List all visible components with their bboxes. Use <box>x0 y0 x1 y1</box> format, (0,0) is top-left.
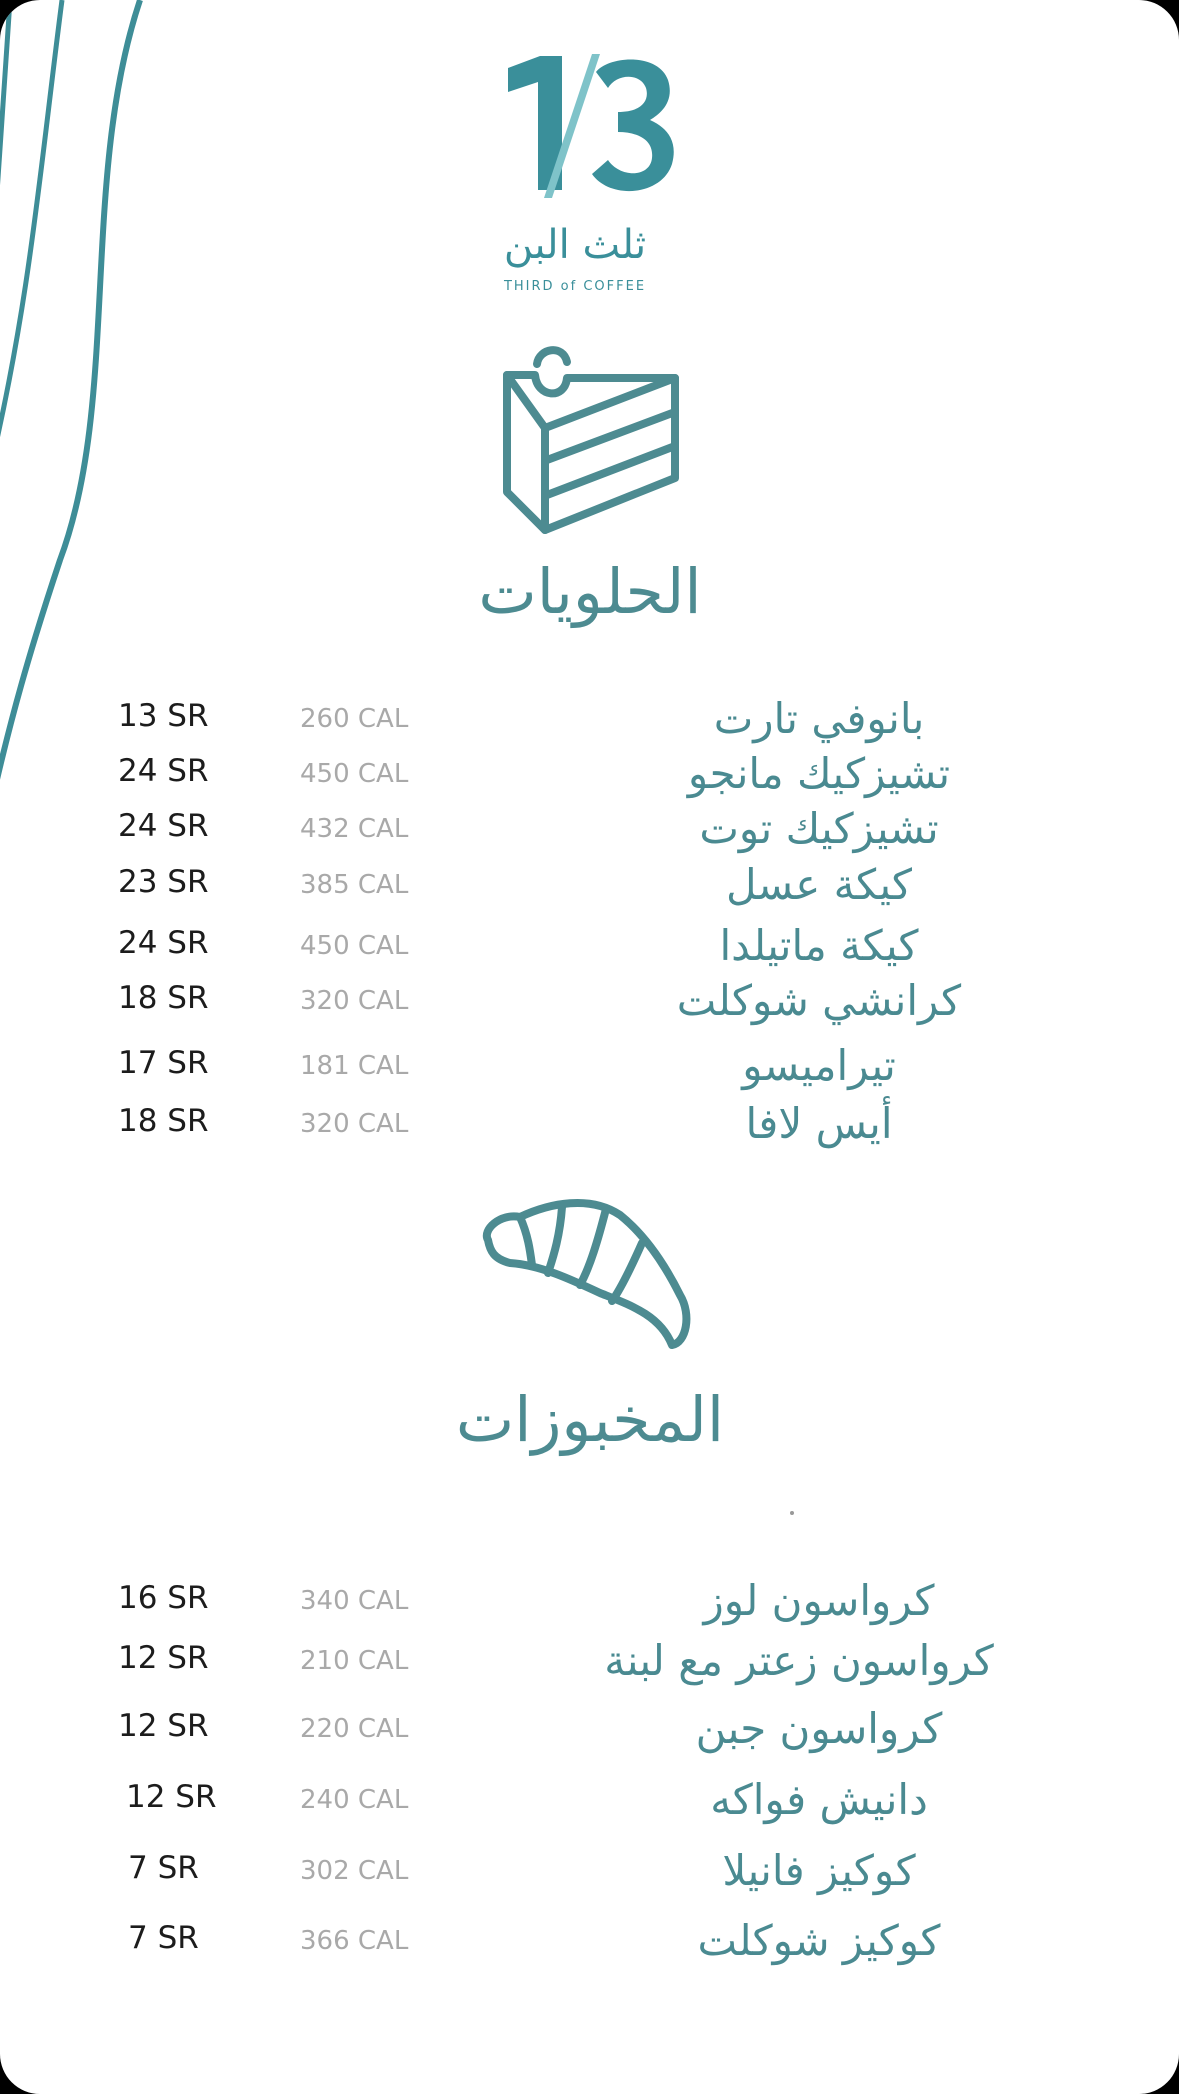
item-price: 24 SR <box>118 808 209 844</box>
list-item <box>0 694 1179 748</box>
item-calories: 320 CAL <box>300 986 409 1016</box>
item-price: 12 SR <box>126 1779 217 1815</box>
croissant-icon <box>480 1195 695 1355</box>
brand-name-arabic: ثلث البن <box>503 222 647 268</box>
item-name: كرانشي شوكلت <box>676 976 962 1025</box>
item-name: كيكة عسل <box>725 860 913 909</box>
item-price: 12 SR <box>118 1640 209 1676</box>
item-calories: 240 CAL <box>300 1785 409 1815</box>
list-item <box>0 860 1179 914</box>
section-title-desserts: الحلويات <box>478 555 702 628</box>
list-item <box>0 1041 1179 1095</box>
section-title-bakery: المخبوزات <box>455 1383 725 1456</box>
item-calories: 320 CAL <box>300 1109 409 1139</box>
item-calories: 210 CAL <box>300 1646 409 1676</box>
list-item <box>0 1846 1179 1900</box>
item-calories: 220 CAL <box>300 1714 409 1744</box>
item-name: أيس لافا <box>745 1099 893 1148</box>
brand-name-english: THIRD of COFFEE <box>503 279 647 294</box>
item-calories: 432 CAL <box>300 814 409 844</box>
item-name: كوكيز شوكلت <box>697 1916 941 1965</box>
list-item <box>0 976 1179 1030</box>
logo-mark <box>500 50 680 200</box>
item-calories: 450 CAL <box>300 931 409 961</box>
item-calories: 181 CAL <box>300 1051 409 1081</box>
item-price: 7 SR <box>128 1920 199 1956</box>
item-name: تيراميسو <box>742 1041 896 1090</box>
item-calories: 385 CAL <box>300 870 409 900</box>
list-item <box>0 749 1179 803</box>
list-item <box>0 1916 1179 1970</box>
item-name: تشيزكيك مانجو <box>687 749 951 798</box>
item-price: 17 SR <box>118 1045 209 1081</box>
item-calories: 340 CAL <box>300 1586 409 1616</box>
item-price: 24 SR <box>118 925 209 961</box>
item-name: كرواسون زعتر مع لبنة <box>604 1636 994 1685</box>
item-price: 16 SR <box>118 1580 209 1616</box>
item-name: كوكيز فانيلا <box>722 1846 916 1895</box>
item-calories: 450 CAL <box>300 759 409 789</box>
list-item <box>0 1636 1179 1690</box>
item-price: 7 SR <box>128 1850 199 1886</box>
list-item <box>0 1576 1179 1630</box>
item-name: كرواسون جبن <box>695 1704 943 1753</box>
list-item <box>0 921 1179 975</box>
list-item <box>0 1099 1179 1153</box>
item-name: بانوفي تارت <box>713 694 925 743</box>
list-item <box>0 1775 1179 1829</box>
item-price: 13 SR <box>118 698 209 734</box>
stray-dot <box>790 1511 794 1515</box>
item-calories: 302 CAL <box>300 1856 409 1886</box>
item-name: تشيزكيك توت <box>699 804 939 853</box>
item-name: كرواسون لوز <box>703 1576 935 1625</box>
item-name: كيكة ماتيلدا <box>719 921 919 970</box>
item-price: 18 SR <box>118 1103 209 1139</box>
item-calories: 366 CAL <box>300 1926 409 1956</box>
cake-slice-icon <box>495 340 685 540</box>
item-price: 12 SR <box>118 1708 209 1744</box>
item-calories: 260 CAL <box>300 704 409 734</box>
item-price: 18 SR <box>118 980 209 1016</box>
item-price: 23 SR <box>118 864 209 900</box>
list-item <box>0 1704 1179 1758</box>
item-price: 24 SR <box>118 753 209 789</box>
item-name: دانيش فواكه <box>710 1775 928 1824</box>
list-item <box>0 804 1179 858</box>
